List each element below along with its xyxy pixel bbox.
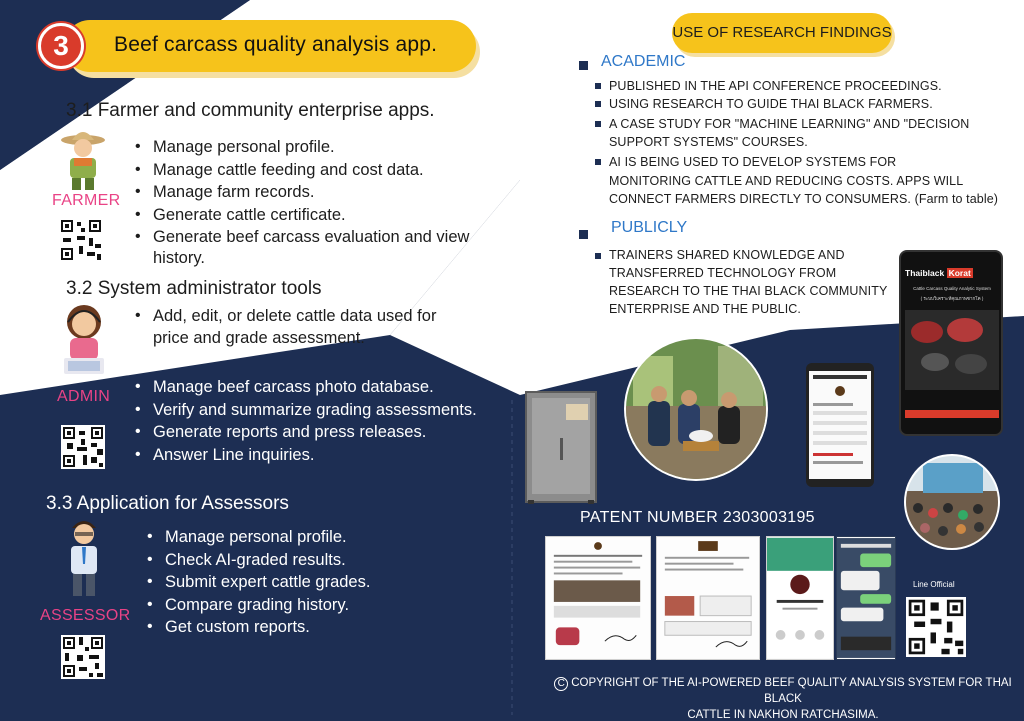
square-bullet-icon (595, 121, 601, 127)
research-findings-heading: USE OF RESEARCH FINDINGS (672, 13, 892, 53)
list-item: • Check AI-graded results. (145, 549, 370, 572)
meeting-photo-image (623, 336, 769, 482)
academic-item-continuation: SUPPORT SYSTEMS" COURSES. (609, 135, 808, 149)
line-official-label: Line Official (913, 580, 955, 589)
list-item-continuation: history. (153, 249, 205, 267)
list-item: • Generate reports and press releases. (133, 421, 477, 444)
line-profile-screen-image (766, 536, 834, 660)
academic-item-continuation: CONNECT FARMERS DIRECTLY TO CONSUMERS. (Farm to table) (609, 192, 999, 206)
square-bullet-icon (595, 159, 601, 165)
list-item: • Generate cattle certificate. (133, 204, 469, 227)
square-bullet-icon (579, 61, 588, 70)
list-item: • Answer Line inquiries. (133, 444, 477, 467)
form-phone-mockup (806, 363, 874, 487)
admin-feature-list-bottom (133, 376, 477, 466)
certificate-document-image (656, 536, 760, 660)
assessor-avatar-icon (62, 514, 106, 598)
form-screen-image (809, 371, 871, 479)
title-banner (64, 20, 476, 72)
academic-item: USING RESEARCH TO GUIDE THAI BLACK FARMERS. (609, 97, 933, 111)
admin-role-label: ADMIN (57, 388, 111, 405)
academic-item: PUBLISHED IN THE API CONFERENCE PROCEEDINGS. (609, 79, 942, 93)
assessor-feature-list (145, 526, 370, 639)
copyright-line-1: COPYRIGHT OF THE AI-POWERED BEEF QUALITY ANALYSIS SYSTEM FOR THAI BLACK (571, 677, 1012, 705)
farmer-avatar-icon (58, 128, 108, 192)
assessor-qr-code-icon[interactable] (61, 635, 105, 679)
publicly-item: TRAINERS SHARED KNOWLEDGE AND (609, 248, 845, 262)
farmer-role-label: FARMER (52, 192, 121, 209)
square-bullet-icon (579, 230, 588, 239)
copyright-line-2: CATTLE IN NAKHON RATCHASIMA. (687, 709, 879, 721)
patent-number: PATENT NUMBER 2303003195 (580, 509, 815, 526)
line-chat-screen-image (836, 536, 896, 660)
assessor-section-heading: 3.3 Application for Assessors (46, 493, 289, 514)
publicly-item-continuation: TRANSFERRED TECHNOLOGY FROM (609, 266, 837, 280)
app-start-button[interactable] (905, 410, 999, 418)
list-item: • Compare grading history. (145, 594, 370, 617)
page-title: Beef carcass quality analysis app. (114, 33, 438, 56)
square-bullet-icon (595, 101, 601, 107)
admin-avatar-icon (58, 300, 110, 380)
list-item: • Manage cattle feeding and cost data. (133, 159, 469, 182)
publicly-item-continuation: ENTERPRISE AND THE PUBLIC. (609, 302, 801, 316)
app-brand (905, 268, 999, 280)
line-qr-code-icon[interactable] (906, 597, 966, 657)
admin-feature-list-top (133, 305, 436, 328)
admin-section-heading: 3.2 System administrator tools (66, 278, 322, 299)
publicly-label: PUBLICLY (611, 219, 688, 236)
admin-qr-code-icon[interactable] (61, 425, 105, 469)
list-item: • Manage personal profile. (145, 526, 370, 549)
assessor-role-label: ASSESSOR (40, 607, 131, 624)
section-number-badge: 3 (38, 23, 84, 69)
farmer-feature-list (133, 136, 469, 249)
patent-document-image (545, 536, 651, 660)
farmer-section-heading: 3.1 Farmer and community enterprise apps. (66, 100, 435, 121)
list-item: • Get custom reports. (145, 616, 370, 639)
academic-label: ACADEMIC (601, 53, 686, 70)
square-bullet-icon (595, 83, 601, 89)
app-subtitle: Cattle Carcass Quality Analytic System (913, 286, 991, 291)
list-item: • Verify and summarize grading assessments. (133, 399, 477, 422)
copyright-notice (548, 675, 1018, 721)
academic-item-continuation: MONITORING CATTLE AND REDUCING COSTS. APPS WILL (609, 174, 964, 188)
list-item: • Generate beef carcass evaluation and view (133, 226, 469, 249)
list-item: • Manage personal profile. (133, 136, 469, 159)
farmer-qr-code-icon[interactable] (59, 218, 103, 262)
meat-photo-image (905, 310, 999, 390)
crowd-photo-image (903, 453, 1001, 551)
publicly-item-continuation: RESEARCH TO THE THAI BLACK COMMUNITY (609, 284, 888, 298)
app-subtitle-thai: ( ระบบวิเคราะห์คุณภาพซากโค ) (920, 296, 984, 301)
list-item-continuation: price and grade assessment. (153, 329, 365, 347)
list-item: • Manage farm records. (133, 181, 469, 204)
academic-item: AI IS BEING USED TO DEVELOP SYSTEMS FOR (609, 155, 897, 169)
list-item: • Manage beef carcass photo database. (133, 376, 477, 399)
copyright-symbol: C (554, 677, 568, 691)
app-brand-right: Korat (948, 268, 971, 278)
list-item: • Submit expert cattle grades. (145, 571, 370, 594)
grading-machine-image (520, 388, 602, 506)
app-brand-left: Thaiblack (905, 268, 945, 278)
academic-item: A CASE STUDY FOR "MACHINE LEARNING" AND "DECISION (609, 117, 970, 131)
app-phone-mockup (899, 250, 1003, 436)
square-bullet-icon (595, 253, 601, 259)
list-item: • Add, edit, or delete cattle data used for (133, 305, 436, 328)
